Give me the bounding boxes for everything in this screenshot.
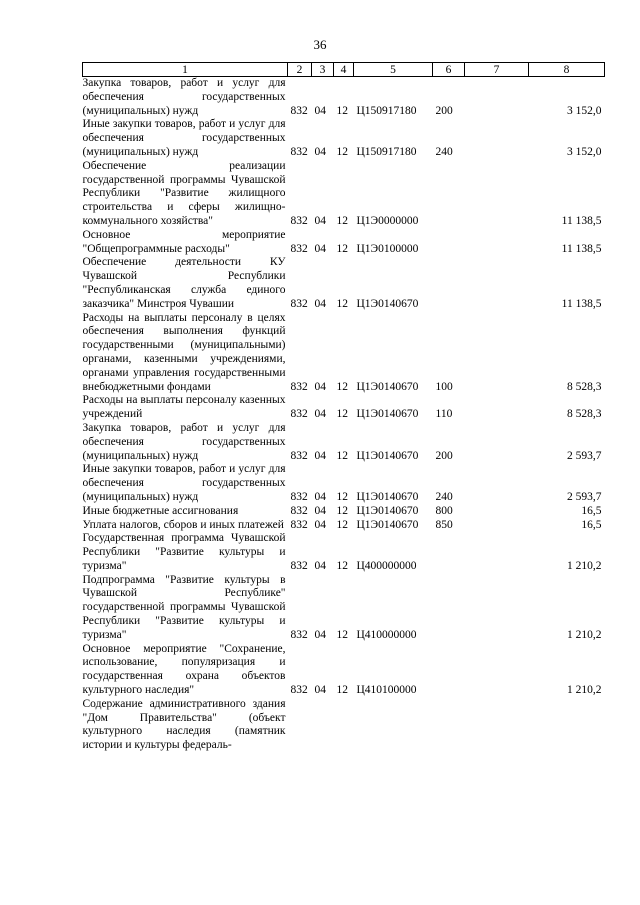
row-sum: 16,5: [581, 518, 602, 531]
table-row: [83, 118, 605, 159]
row-sum: 3 152,0: [567, 145, 602, 158]
row-expense: [433, 229, 465, 257]
row-target: Ц150917180: [356, 104, 417, 117]
row-ministry: 832: [290, 490, 308, 503]
row-expense: [433, 256, 465, 311]
row-target: Ц1Э0100000: [356, 242, 419, 255]
row-sum: 1 210,2: [567, 628, 602, 641]
row-col7: [465, 312, 529, 395]
row-ministry: 832: [290, 628, 308, 641]
row-target: Ц1Э0140670: [356, 380, 419, 393]
row-sum: 8 528,3: [567, 408, 602, 421]
row-sum: 2 593,7: [567, 449, 602, 462]
row-name: Расходы на выплаты персоналу казенных учреждений: [82, 394, 286, 421]
row-target: Ц1Э0140670: [356, 408, 419, 421]
table-row: [83, 160, 605, 229]
row-name: Расходы на выплаты персоналу в целях обеспечения выполнения функций государственными (муниципальными) органами, казенными учреждениями, органами управления государственными внебюджетными фондами: [82, 311, 286, 393]
row-col7: [465, 160, 529, 229]
row-subsection: 12: [336, 449, 348, 462]
row-name: Закупка товаров, работ и услуг для обеспечения государственных (муниципальных) нужд: [82, 421, 286, 462]
row-target: Ц1Э0000000: [356, 214, 419, 227]
col-header-expense: 6: [433, 63, 465, 77]
row-subsection: 12: [336, 104, 348, 117]
row-section: 04: [314, 104, 326, 117]
row-name: Обеспечение деятельности КУ Чувашской Республики "Республиканская служба единого заказчика" Минстроя Чувашии: [82, 256, 286, 310]
table-row: [83, 256, 605, 311]
row-sum: 1 210,2: [567, 684, 602, 697]
row-section: 04: [314, 380, 326, 393]
row-sum: [529, 698, 605, 753]
row-ministry: 832: [290, 380, 308, 393]
row-target: Ц410000000: [356, 628, 417, 641]
row-col7: [465, 422, 529, 463]
table-row: [83, 505, 605, 519]
row-expense: [433, 698, 465, 753]
row-section: 04: [314, 518, 326, 531]
row-sum: 11 138,5: [561, 297, 602, 310]
row-ministry: 832: [290, 518, 308, 531]
row-col7: [465, 118, 529, 159]
row-sum: 3 152,0: [567, 104, 602, 117]
row-col7: [465, 519, 529, 533]
row-section: 04: [314, 408, 326, 421]
row-subsection: 12: [336, 242, 348, 255]
col-header-name: 1: [83, 63, 288, 77]
row-ministry: [288, 698, 312, 753]
row-col7: [465, 574, 529, 643]
row-target: Ц400000000: [356, 559, 417, 572]
col-header-section: 3: [312, 63, 334, 77]
row-subsection: 12: [336, 628, 348, 641]
row-name: Содержание административного здания "Дом Правительства" (объект культурного наследия (памятник истории и культуры федераль-: [82, 697, 286, 752]
col-header-subsection: 4: [334, 63, 354, 77]
row-target: Ц1Э0140670: [356, 297, 419, 310]
row-expense: 240: [435, 145, 453, 158]
row-expense: 100: [435, 380, 453, 393]
row-subsection: 12: [336, 518, 348, 531]
header-row: [83, 63, 605, 77]
row-subsection: 12: [336, 504, 348, 517]
row-name: Иные закупки товаров, работ и услуг для обеспечения государственных (муниципальных) нужд: [82, 463, 286, 503]
row-section: 04: [314, 684, 326, 697]
row-expense: 200: [435, 104, 453, 117]
row-col7: [465, 698, 529, 753]
budget-table: [82, 62, 605, 753]
row-expense: 800: [435, 504, 453, 517]
col-header-7: 7: [465, 63, 529, 77]
row-name: Подпрограмма "Развитие культуры в Чувашской Республике" государственной программы Чувашской Республики "Развитие культуры и туризма": [82, 573, 286, 641]
row-name: Закупка товаров, работ и услуг для обеспечения государственных (муниципальных) нужд: [82, 77, 286, 117]
row-name: Уплата налогов, сборов и иных платежей: [82, 518, 284, 531]
table-row: [83, 77, 605, 119]
row-section: 04: [314, 449, 326, 462]
row-sum: 11 138,5: [561, 214, 602, 227]
row-ministry: 832: [290, 684, 308, 697]
row-sum: 1 210,2: [567, 559, 602, 572]
row-col7: [465, 463, 529, 504]
row-section: 04: [314, 628, 326, 641]
row-ministry: 832: [290, 214, 308, 227]
row-expense: [433, 160, 465, 229]
row-target: Ц1Э0140670: [356, 504, 419, 517]
row-section: [312, 698, 334, 753]
table-row: [83, 312, 605, 395]
row-subsection: 12: [336, 490, 348, 503]
row-expense: [433, 532, 465, 573]
row-name: Иные закупки товаров, работ и услуг для обеспечения государственных (муниципальных) нужд: [82, 118, 286, 158]
row-col7: [465, 394, 529, 422]
row-ministry: 832: [290, 408, 308, 421]
row-sum: 16,5: [581, 504, 602, 517]
row-ministry: 832: [290, 559, 308, 572]
row-col7: [465, 229, 529, 257]
row-subsection: 12: [336, 559, 348, 572]
row-col7: [465, 77, 529, 119]
row-section: 04: [314, 297, 326, 310]
table-row: [83, 229, 605, 257]
row-name: Обеспечение реализации государственной программы Чувашской Республики "Развитие жилищного строительства и сферы жилищно-коммунального хозяйства": [82, 159, 286, 227]
table-row: [83, 574, 605, 643]
row-ministry: 832: [290, 297, 308, 310]
row-section: 04: [314, 145, 326, 158]
row-subsection: 12: [336, 297, 348, 310]
row-ministry: 832: [290, 504, 308, 517]
row-name: Основное мероприятие "Сохранение, использование, популяризация и государственная охрана объектов культурного наследия": [82, 642, 286, 697]
row-expense: 110: [435, 408, 453, 421]
row-expense: 200: [435, 449, 453, 462]
row-expense: 850: [435, 518, 453, 531]
row-ministry: 832: [290, 145, 308, 158]
table-row: [83, 519, 605, 533]
row-name: Государственная программа Чувашской Республики "Развитие культуры и туризма": [82, 532, 286, 572]
row-ministry: 832: [290, 449, 308, 462]
row-subsection: 12: [336, 380, 348, 393]
row-subsection: 12: [336, 145, 348, 158]
row-target: Ц1Э0140670: [356, 449, 419, 462]
row-sum: 11 138,5: [561, 242, 602, 255]
row-subsection: [334, 698, 354, 753]
row-expense: [433, 643, 465, 698]
row-target: Ц1Э0140670: [356, 518, 419, 531]
row-col7: [465, 256, 529, 311]
row-subsection: 12: [336, 408, 348, 421]
table-row: [83, 532, 605, 573]
table-row: [83, 463, 605, 504]
row-section: 04: [314, 214, 326, 227]
page-number: 36: [313, 37, 327, 52]
row-subsection: 12: [336, 684, 348, 697]
col-header-target: 5: [354, 63, 433, 77]
row-subsection: 12: [336, 214, 348, 227]
row-section: 04: [314, 490, 326, 503]
row-target: [354, 698, 433, 753]
row-target: Ц150917180: [356, 145, 417, 158]
table-row: [83, 422, 605, 463]
row-section: 04: [314, 242, 326, 255]
row-target: Ц1Э0140670: [356, 490, 419, 503]
row-col7: [465, 643, 529, 698]
row-expense: 240: [435, 490, 453, 503]
table-row: [83, 698, 605, 753]
row-ministry: 832: [290, 242, 308, 255]
row-target: Ц410100000: [356, 684, 417, 697]
row-expense: [433, 574, 465, 643]
col-header-ministry: 2: [288, 63, 312, 77]
row-name: Иные бюджетные ассигнования: [82, 504, 239, 517]
row-sum: 8 528,3: [567, 380, 602, 393]
row-sum: 2 593,7: [567, 490, 602, 503]
row-section: 04: [314, 504, 326, 517]
row-ministry: 832: [290, 104, 308, 117]
row-col7: [465, 505, 529, 519]
table-row: [83, 394, 605, 422]
row-name: Основное мероприятие "Общепрограммные расходы": [82, 228, 286, 255]
col-header-sum: 8: [529, 63, 605, 77]
row-col7: [465, 532, 529, 573]
table-row: [83, 643, 605, 698]
row-section: 04: [314, 559, 326, 572]
